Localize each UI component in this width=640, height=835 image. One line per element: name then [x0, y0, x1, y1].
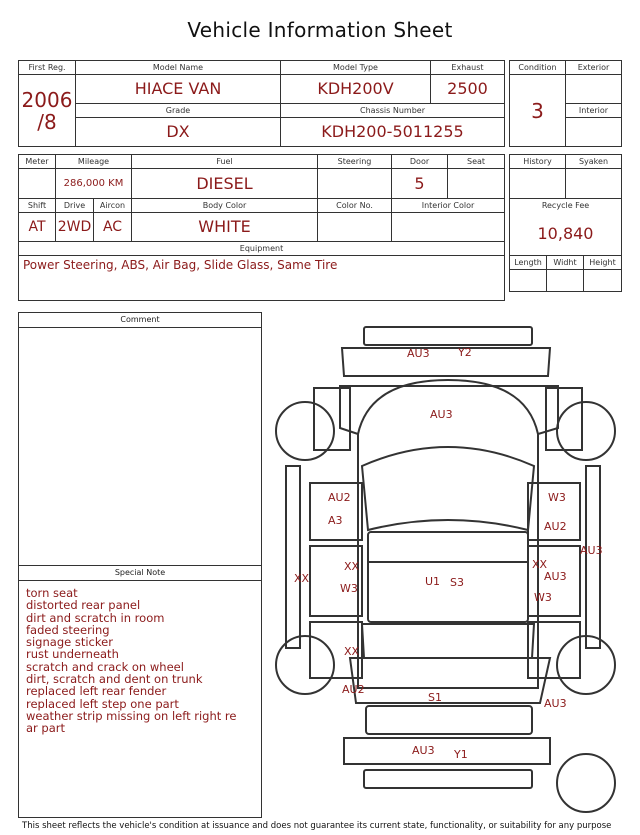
first-reg-value: 2006 /8 [19, 75, 76, 147]
recycle-fee-label: Recycle Fee [510, 199, 622, 213]
spec-table [18, 154, 505, 301]
special-note-label: Special Note [19, 566, 261, 581]
steering-label: Steering [318, 155, 392, 169]
seat-label: Seat [448, 155, 505, 169]
fuel-label: Fuel [132, 155, 318, 169]
interior-color-label: Interior Color [392, 199, 505, 213]
aircon-label: Aircon [94, 199, 132, 213]
grade-value: DX [76, 118, 281, 147]
model-type-label: Model Type [281, 61, 431, 75]
body-color-label: Body Color [132, 199, 318, 213]
length-label: Length [510, 256, 547, 270]
special-note-text: torn seat distorted rear panel dirt and scratch in room faded steering signage sticker rust underneath scratch and crack on wheel dirt, scratch and dent on trunk replaced left rear fender replaced left step one part weather strip missing on left right re ar part [26, 586, 237, 736]
mileage-label: Mileage [56, 155, 132, 169]
width-label: Widht [547, 256, 584, 270]
comment-box [18, 312, 262, 566]
equipment-label: Equipment [19, 242, 505, 256]
exhaust-value: 2500 [431, 75, 505, 104]
exhaust-label: Exhaust [431, 61, 505, 75]
condition-value: 3 [510, 75, 566, 147]
meter-label: Meter [19, 155, 56, 169]
aircon-value: AC [94, 213, 132, 242]
page-title: Vehicle Information Sheet [187, 18, 453, 42]
damage-right-edge: AU3 [580, 544, 603, 557]
vehicle-damage-diagram [270, 318, 630, 818]
history-label: History [510, 155, 566, 169]
grade-label: Grade [76, 104, 281, 118]
color-no-label: Color No. [318, 199, 392, 213]
shift-label: Shift [19, 199, 56, 213]
drive-label: Drive [56, 199, 94, 213]
damage-left-side-1: XX [294, 572, 310, 585]
disclaimer-footer: This sheet reflects the vehicle's condition at issuance and does not guarantee its current state, functionality, or suitability for any purpose [22, 821, 612, 831]
mileage-value: 286,000 KM [56, 169, 132, 199]
exterior-label: Exterior [566, 61, 622, 75]
damage-right-side-3: W3 [534, 591, 552, 604]
damage-left-rear: XX [344, 645, 360, 658]
damage-hood: AU3 [430, 408, 453, 421]
damage-right-front-1: W3 [548, 491, 566, 504]
damage-front-bumper-1: AU3 [407, 347, 430, 360]
fuel-value: DIESEL [132, 169, 318, 199]
damage-left-side-2: XX [344, 560, 360, 573]
drive-value: 2WD [56, 213, 94, 242]
damage-right-front-2: AU2 [544, 520, 567, 533]
special-note-box [18, 566, 262, 818]
damage-left-front-door-1: AU2 [328, 491, 351, 504]
model-type-value: KDH200V [281, 75, 431, 104]
model-name-value: HIACE VAN [76, 75, 281, 104]
interior-label: Interior [566, 104, 622, 118]
comment-label: Comment [19, 313, 261, 328]
damage-right-rear-corner: AU3 [544, 697, 567, 710]
damage-front-bumper-2: Y2 [458, 346, 472, 359]
side-table [509, 154, 622, 292]
damage-left-rear-corner: AU2 [342, 683, 365, 696]
chassis-value: KDH200-5011255 [281, 118, 505, 147]
syaken-label: Syaken [566, 155, 622, 169]
damage-roof-1: U1 [425, 575, 441, 588]
recycle-fee-value: 10,840 [510, 213, 622, 256]
chassis-label: Chassis Number [281, 104, 505, 118]
damage-right-side-1: XX [532, 558, 548, 571]
damage-left-side-3: W3 [340, 582, 358, 595]
condition-label: Condition [510, 61, 566, 75]
damage-rear-panel: S1 [428, 691, 442, 704]
equipment-value: Power Steering, ABS, Air Bag, Slide Glass, Same Tire [19, 256, 505, 301]
shift-value: AT [19, 213, 56, 242]
door-label: Door [392, 155, 448, 169]
damage-rear-bumper-2: Y1 [454, 748, 468, 761]
damage-left-front-door-2: A3 [328, 514, 343, 527]
model-name-label: Model Name [76, 61, 281, 75]
damage-right-side-2: AU3 [544, 570, 567, 583]
main-info-table [18, 60, 505, 147]
condition-table [509, 60, 622, 147]
damage-roof-2: S3 [450, 576, 464, 589]
damage-rear-bumper-1: AU3 [412, 744, 435, 757]
body-color-value: WHITE [132, 213, 318, 242]
first-reg-label: First Reg. [19, 61, 76, 75]
height-label: Height [584, 256, 622, 270]
door-value: 5 [392, 169, 448, 199]
